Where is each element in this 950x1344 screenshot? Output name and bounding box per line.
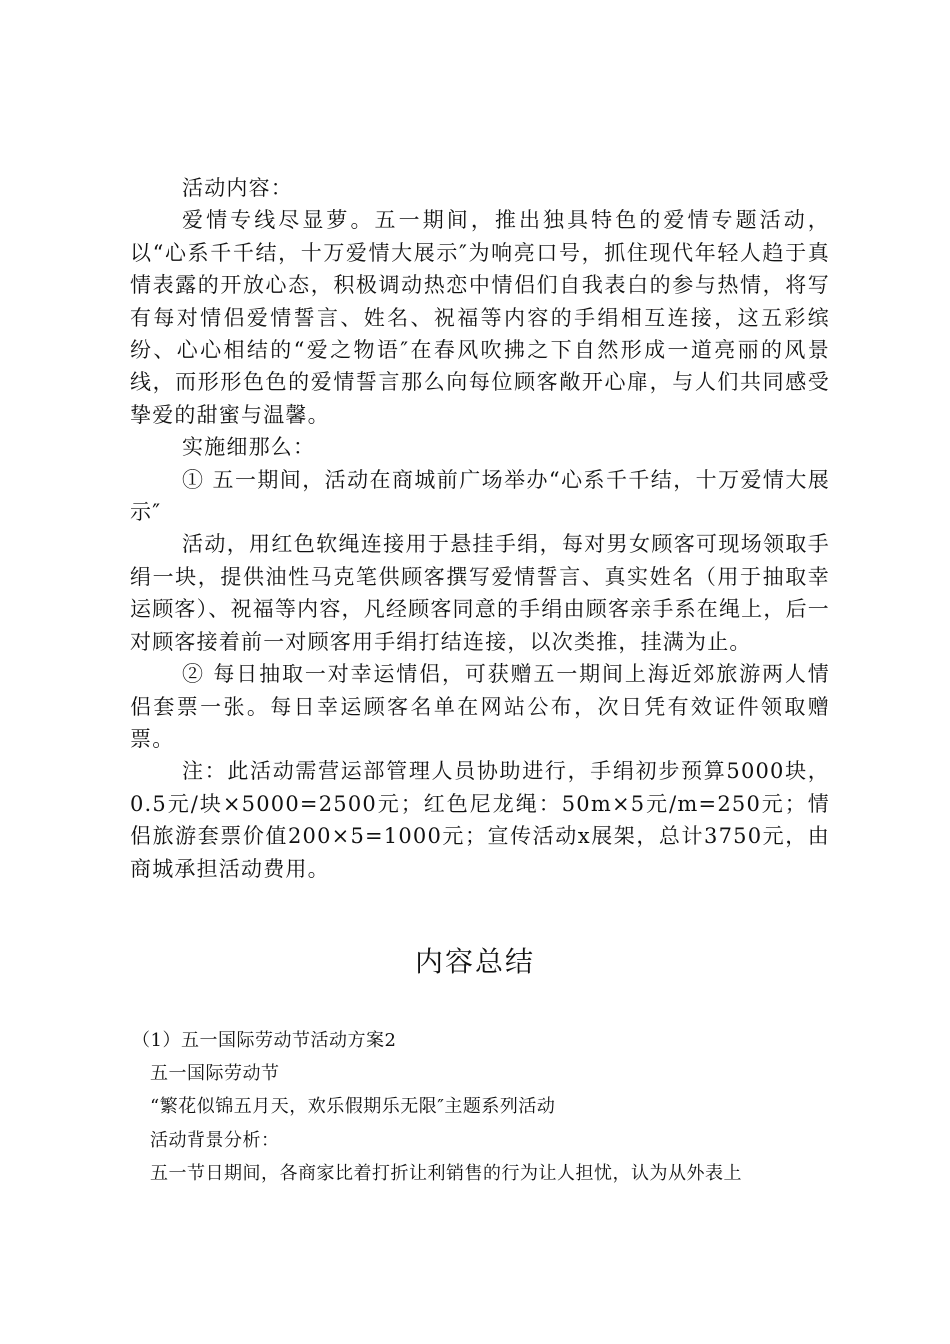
summary-line-background-text: 五一节日期间，各商家比着打折让利销售的行为让人担忧，认为从外表上 <box>150 1162 742 1184</box>
summary-line-holiday: 五一国际劳动节 <box>150 1063 280 1085</box>
main-content <box>130 172 830 885</box>
summary-title: 内容总结 <box>414 945 535 978</box>
paragraph-budget-note: 注：此活动需营运部管理人员协助进行，手绢初步预算5000块，0.5元/块×5000=2500元；红色尼龙绳：50m×5元/m=250元；情侣旅游套票价值200×5=1000元；宣传活动x展架，总计3750元，由商城承担活动费用。 <box>130 759 830 881</box>
rule-item-1: ① 五一期间，活动在商城前广场举办“心系千千结，十万爱情大展示″ <box>130 467 830 525</box>
section-heading-activity-content: 活动内容： <box>182 176 293 200</box>
summary-line-plan-title: （1）五一国际劳动节活动方案2 <box>132 1030 397 1051</box>
rule-item-2: ② 每日抽取一对幸运情侣，可获赠五一期间上海近郊旅游两人情侣套票一张。每日幸运顾客名单在网站公布，次日凭有效证件领取赠票。 <box>130 662 830 751</box>
summary-line-theme: “繁花似锦五月天，欢乐假期乐无限″主题系列活动 <box>150 1096 556 1118</box>
summary-line-background-heading: 活动背景分析： <box>150 1129 280 1151</box>
paragraph-love-theme: 爱情专线尽显萝。五一期间，推出独具特色的爱情专题活动，以“心系千千结，十万爱情大展示″为响亮口号，抓住现代年轻人趋于真情表露的开放心态，积极调动热恋中情侣们自我表白的参与热情，将写有每对情侣爱情誓言、姓名、祝福等内容的手绢相互连接，这五彩缤纷、心心相结的“爱之物语″在春风吹拂之下自然形成一道亮丽的风景线，而形形色色的爱情誓言那么向每位顾客敞开心扉，与人们共同感受挚爱的甜蜜与温馨。 <box>130 208 830 427</box>
section-heading-implementation-rules: 实施细那么： <box>182 435 316 460</box>
summary-section <box>132 1024 832 1190</box>
paragraph-handkerchief-details: 活动，用红色软绳连接用于悬挂手绢，每对男女顾客可现场领取手绢一块，提供油性马克笔供顾客撰写爱情誓言、真实姓名（用于抽取幸运顾客）、祝福等内容，凡经顾客同意的手绢由顾客亲手系在绳上，后一对顾客接着前一对顾客用手绢打结连接，以次类推，挂满为止。 <box>130 532 830 654</box>
